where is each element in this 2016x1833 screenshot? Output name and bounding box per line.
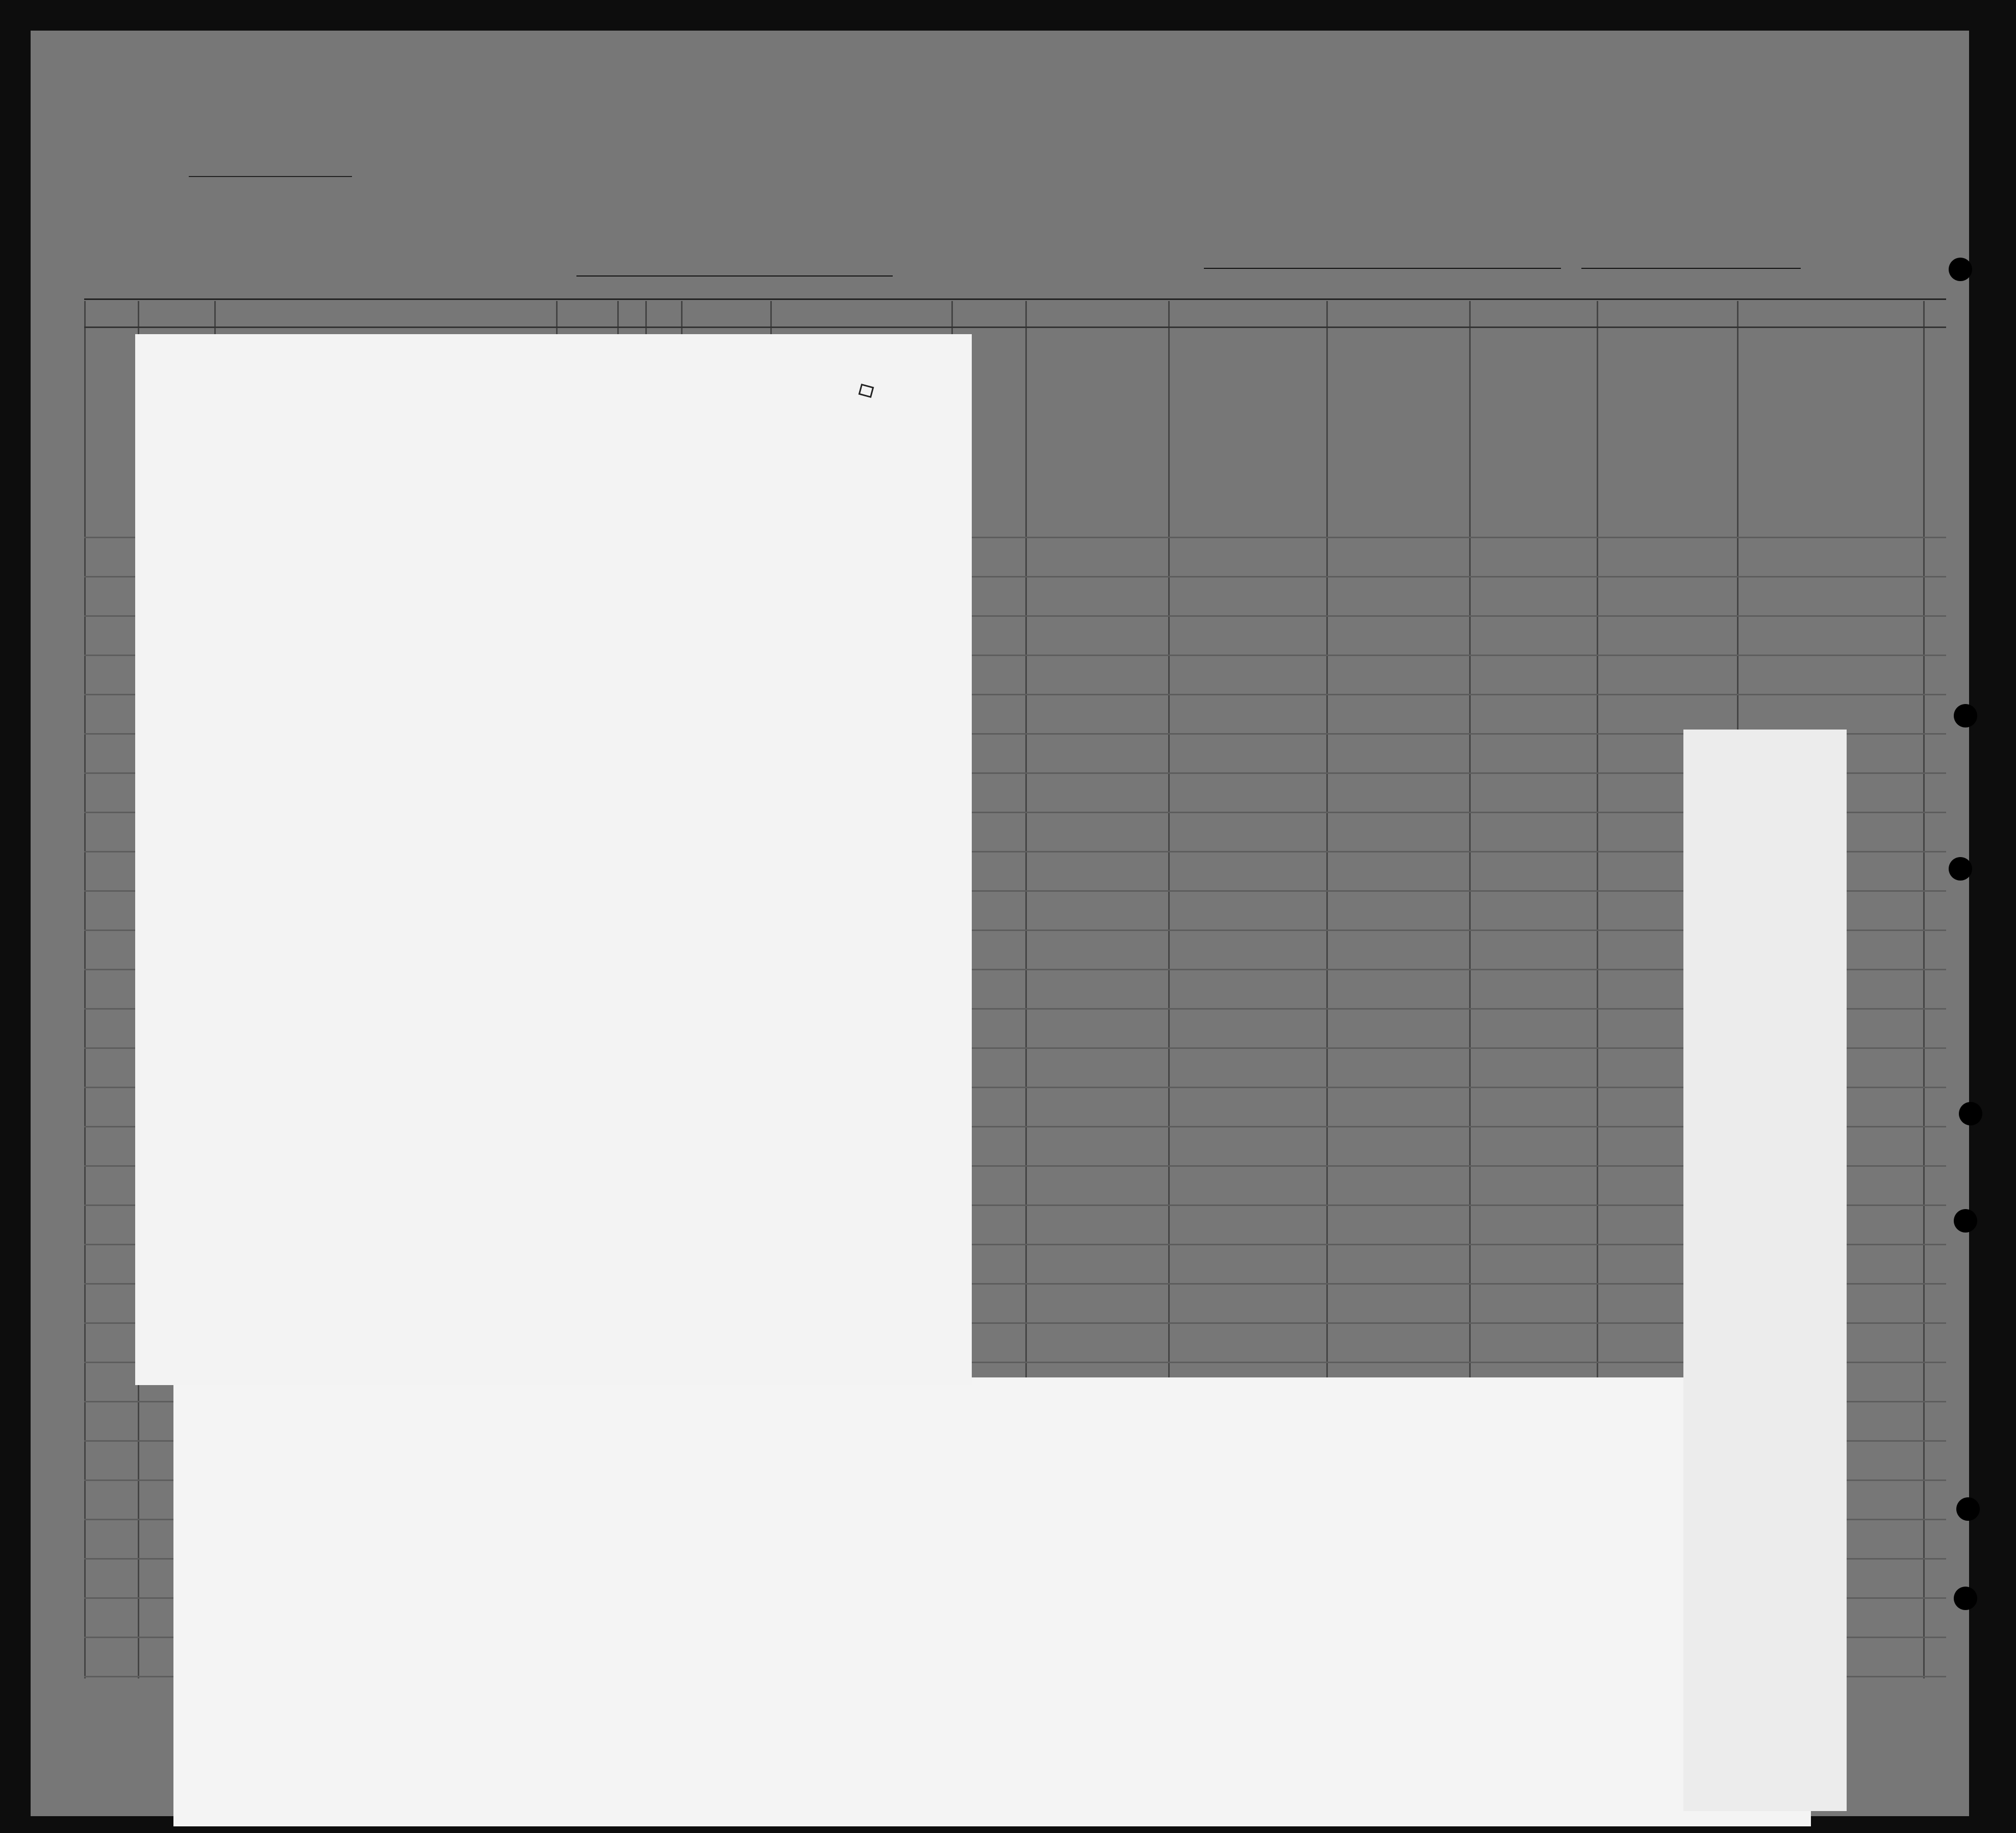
blank-paper: [173, 1377, 1811, 1826]
binder-hole: [1959, 1102, 1982, 1125]
binder-hole: [1954, 704, 1977, 727]
information-sheet-1: [135, 334, 972, 1385]
binder-hole: [1954, 1587, 1977, 1610]
binder-hole: [1956, 1497, 1980, 1521]
binder-hole: [1949, 258, 1972, 281]
us-citizen-stamp: [859, 384, 874, 398]
binder-hole: [1949, 857, 1972, 881]
binder-hole: [1954, 1209, 1977, 1233]
underlying-sheet: [1683, 730, 1847, 1811]
